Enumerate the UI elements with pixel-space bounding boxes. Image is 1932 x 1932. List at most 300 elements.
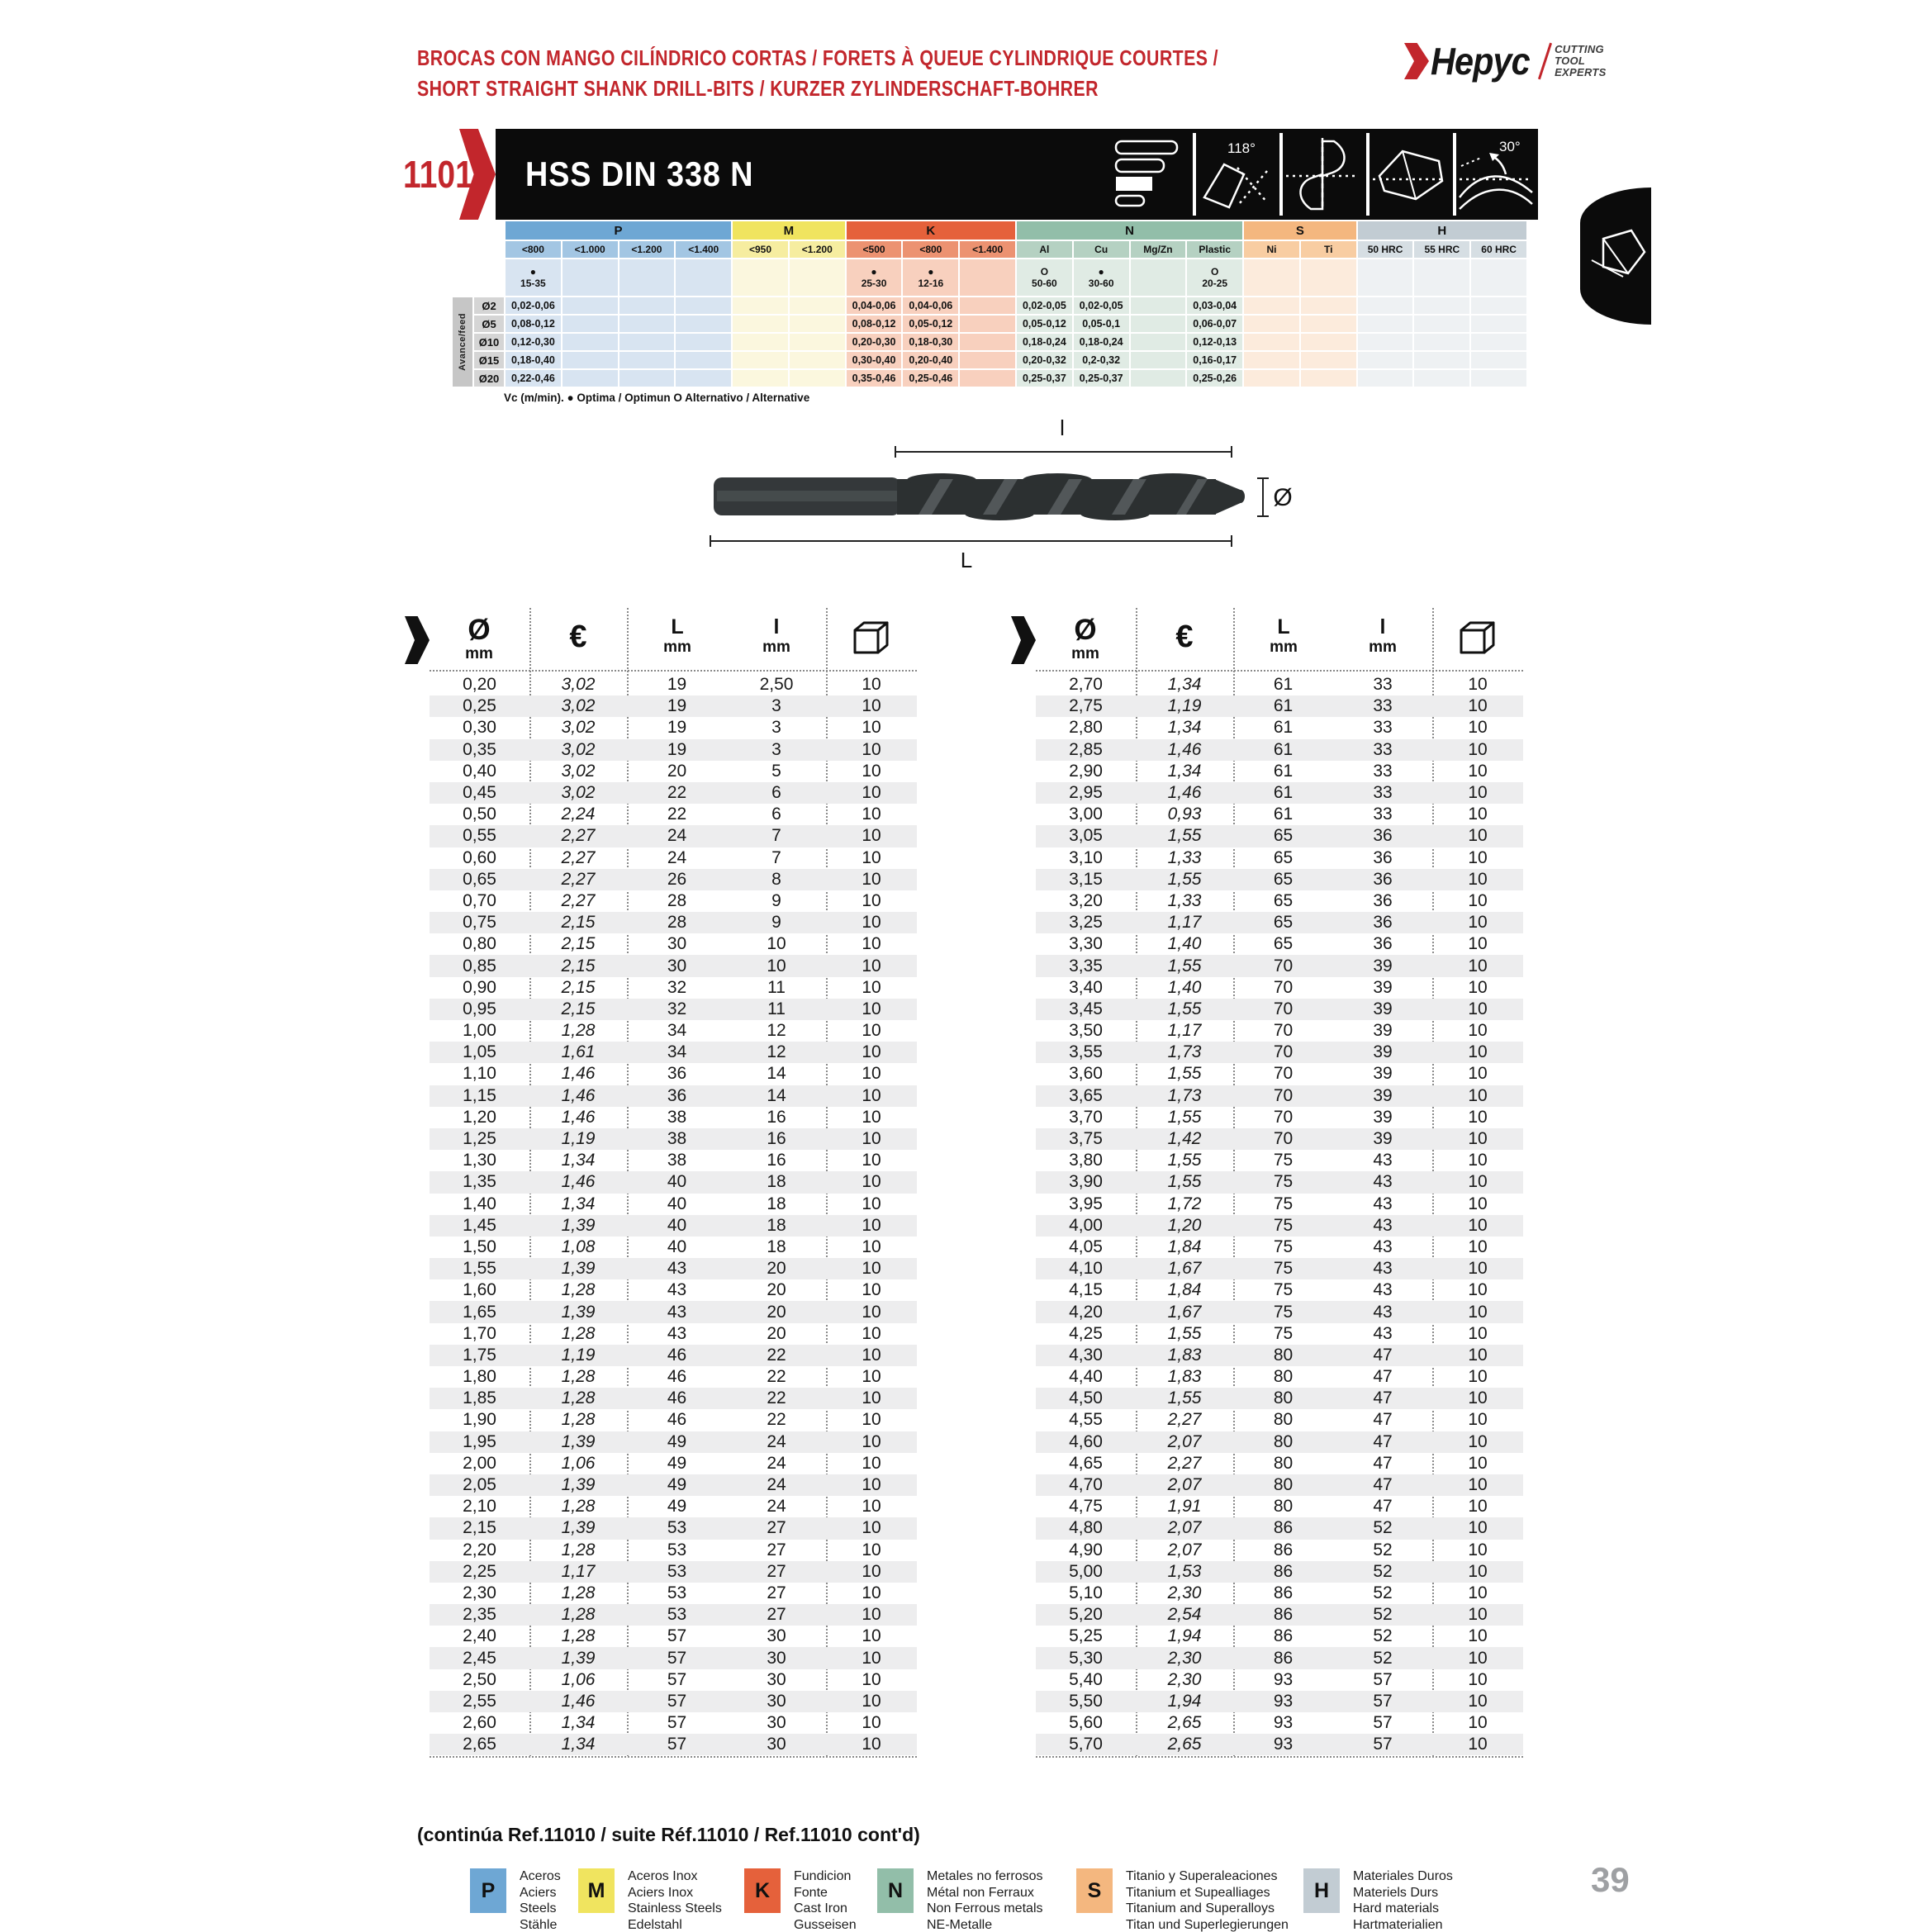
package-qty: 10 [1468,739,1488,759]
vc-value: 25-30 [861,278,887,289]
flute-length-value: 27 [767,1583,786,1602]
length-value: 93 [1273,1735,1294,1754]
feed-cell: 0,08-0,12 [847,316,902,332]
length-value: 80 [1273,1497,1294,1517]
legend-line: Metales no ferrosos [927,1869,1043,1883]
price-row [1036,1561,1523,1583]
package-qty: 10 [862,1085,881,1105]
vc-marker: O [1040,266,1049,278]
length-value: 93 [1273,1713,1294,1733]
price-header [1139,610,1230,664]
package-qty: 10 [862,977,881,997]
vc-value: 20-25 [1202,278,1228,289]
vc-value: 12-16 [918,278,944,289]
legend-line: Gusseisen [794,1917,857,1932]
material-subcolumn: <1.000 [563,241,618,258]
price-value: 1,46 [1167,739,1202,759]
diameter-value: 3,95 [1069,1194,1103,1213]
price-row [1036,1258,1523,1279]
flute-length-value: 18 [767,1237,786,1256]
length-value: 30 [667,934,687,954]
package-qty: 10 [1468,934,1488,954]
length-value: 80 [1273,1475,1294,1495]
legend-line: Hard materials [1353,1901,1440,1915]
price-row [430,1128,917,1150]
package-qty: 10 [1468,1518,1488,1538]
flute-length-value: 14 [767,1064,786,1084]
tagline-word: CUTTING [1555,43,1604,55]
package-qty: 10 [862,1280,881,1300]
length-value: 70 [1273,999,1294,1018]
feed-cell: 0,05-0,12 [903,316,958,332]
price-row [430,1431,917,1453]
flute-length-value: 57 [1373,1713,1393,1733]
length-value: 57 [667,1669,687,1689]
length-value: 57 [667,1691,687,1711]
diameter-value: 5,20 [1069,1605,1103,1625]
package-qty: 10 [862,847,881,867]
price-value: 1,39 [561,1259,596,1279]
length-value: 32 [667,999,687,1018]
legend-line: Fonte [794,1885,828,1900]
material-group-H: H [1358,221,1526,240]
flute-length-value: 8 [771,869,781,889]
price-row [1036,1366,1523,1388]
diameter-value: 3,65 [1069,1085,1103,1105]
flute-length-value: 24 [767,1431,786,1451]
feed-cell [676,297,731,314]
drill-photo [702,409,1297,574]
vc-cell [1301,259,1356,296]
package-qty: 10 [862,1713,881,1733]
diameter-value: 3,20 [1069,890,1103,910]
package-qty: 10 [862,805,881,824]
vc-cell [1471,259,1526,296]
flute-length-value: 7 [771,847,781,867]
legend-text [927,1868,1043,1932]
flute-length-value: 47 [1373,1345,1393,1365]
flute-length-value: 36 [1373,826,1393,846]
feed-cell: 0,18-0,24 [1074,334,1129,350]
length-value: 57 [667,1648,687,1668]
diameter-header-symbol: Ø [468,614,491,646]
flute-length-label: l [1060,415,1065,440]
price-row [1036,890,1523,912]
flute-length-value: 57 [1373,1735,1393,1754]
price-value: 1,39 [561,1518,596,1538]
diameter-value: 4,60 [1069,1431,1103,1451]
length-value: 53 [667,1583,687,1602]
price-row [1036,977,1523,999]
length-value: 22 [667,783,687,803]
package-qty: 10 [1468,1172,1488,1192]
feed-cell [1301,297,1356,314]
price-row [430,1366,917,1388]
technical-icons [1109,133,1536,216]
price-row [430,1583,917,1604]
feed-cell [960,352,1015,368]
diameter-value: 2,75 [1069,696,1103,716]
diameter-value: 3,70 [1069,1107,1103,1127]
feed-cell: 0,16-0,17 [1187,352,1242,368]
package-qty: 10 [1468,1064,1488,1084]
price-value: 1,33 [1167,890,1202,910]
price-row [1036,999,1523,1020]
diameter-label: Ø [1273,484,1293,511]
feed-cell [1471,370,1526,387]
diameter-value: 0,50 [463,805,496,824]
feed-cell [733,334,788,350]
package-qty: 10 [1468,1085,1488,1105]
price-row [1036,804,1523,825]
legend-item-N [877,1868,1043,1932]
package-qty: 10 [862,739,881,759]
feed-cell [563,370,618,387]
price-row [430,1517,917,1539]
package-qty: 10 [862,1561,881,1581]
diameter-value: 3,30 [1069,934,1103,954]
legend-line: Stainless Steels [628,1901,722,1915]
vc-cell [1074,259,1129,296]
price-row [1036,1107,1523,1128]
flute-length-value: 43 [1373,1172,1393,1192]
package-qty: 10 [1468,1107,1488,1127]
diameter-value: 4,80 [1069,1518,1103,1538]
price-value: 2,15 [561,977,596,997]
legend-swatch-M: M [578,1868,615,1913]
flute-length-header [731,615,822,656]
package-qty: 10 [1468,869,1488,889]
vc-cell [1187,259,1242,296]
price-row [1036,1496,1523,1517]
flute-length-header-symbol: l [773,615,780,638]
flute-length-value: 57 [1373,1691,1393,1711]
feed-cell [1244,316,1299,332]
price-row [430,739,917,761]
price-value: 1,34 [561,1194,596,1213]
helix-angle-label: 30° [1499,139,1521,154]
price-value: 1,72 [1167,1194,1202,1213]
legend-line: Steels [520,1901,557,1915]
feed-cell [1301,334,1356,350]
diameter-value: 1,65 [463,1302,496,1322]
feed-cell [1244,334,1299,350]
package-qty: 10 [862,1540,881,1559]
diameter-value: 0,90 [463,977,496,997]
feed-cell: 0,04-0,06 [847,297,902,314]
feed-cell: 0,02-0,05 [1074,297,1129,314]
legend-swatch-H: H [1303,1868,1340,1913]
price-row [1036,1237,1523,1258]
package-qty: 10 [862,718,881,738]
price-row [430,1409,917,1431]
length-value: 46 [667,1367,687,1387]
diameter-value: 5,10 [1069,1583,1103,1602]
package-qty: 10 [1468,1626,1488,1646]
feed-cell [1244,352,1299,368]
length-value: 46 [667,1410,687,1430]
flute-length-value: 52 [1373,1648,1393,1668]
price-value: 1,39 [561,1215,596,1235]
length-value: 61 [1273,761,1294,781]
diameter-value: 0,80 [463,934,496,954]
flute-length-value: 33 [1373,783,1393,803]
diameter-value: 0,55 [463,826,496,846]
material-subcolumn: Ti [1301,241,1356,258]
package-qty: 10 [862,1475,881,1495]
price-row [430,1712,917,1734]
vc-value: 30-60 [1088,278,1114,289]
price-value: 3,02 [561,739,596,759]
feed-cell [1358,352,1413,368]
diameter-value: 4,65 [1069,1453,1103,1473]
price-row [430,1604,917,1626]
package-qty: 10 [862,956,881,975]
vc-cell [733,259,788,296]
price-row [430,933,917,955]
length-value: 70 [1273,956,1294,975]
diameter-value: 4,90 [1069,1540,1103,1559]
diameter-value: 1,60 [463,1280,496,1300]
flute-length-value: 9 [771,890,781,910]
price-value: 2,30 [1167,1648,1202,1668]
length-value: 80 [1273,1453,1294,1473]
length-header [632,615,723,656]
point-angle-118-icon [1193,133,1275,216]
length-value: 28 [667,890,687,910]
flute-length-value: 33 [1373,718,1393,738]
package-qty: 10 [862,1215,881,1235]
legend-swatch-P: P [470,1868,506,1913]
length-value: 40 [667,1237,687,1256]
flute-length-value: 12 [767,1021,786,1041]
legend-line: Titanio y Superaleaciones [1126,1869,1278,1883]
legend-line: NE-Metalle [927,1917,993,1932]
price-value: 1,33 [1167,847,1202,867]
price-value: 1,83 [1167,1367,1202,1387]
flute-length-value: 20 [767,1259,786,1279]
price-value: 1,34 [561,1735,596,1754]
flute-length-value: 18 [767,1215,786,1235]
vc-marker: ● [529,266,536,278]
price-value: 1,46 [561,1691,596,1711]
price-row [1036,1669,1523,1691]
price-row [430,1020,917,1042]
feed-cell [790,352,845,368]
diameter-value: 2,85 [1069,739,1103,759]
legend-text [520,1868,561,1932]
flute-length-value: 30 [767,1626,786,1646]
diameter-value: 0,30 [463,718,496,738]
price-row [1036,847,1523,869]
length-value: 75 [1273,1302,1294,1322]
vc-cell [1414,259,1469,296]
legend-line: Materiels Durs [1353,1885,1439,1900]
box-icon [1458,619,1498,656]
price-row [1036,717,1523,738]
legend-text [628,1868,722,1932]
price-row [1036,1388,1523,1409]
price-row [1036,933,1523,955]
material-subcolumn: Plastic [1187,241,1242,258]
length-value: 22 [667,805,687,824]
flute-length-value: 43 [1373,1151,1393,1170]
price-value: 1,28 [561,1323,596,1343]
diameter-value: 0,70 [463,890,496,910]
feed-cell: 0,02-0,05 [1017,297,1072,314]
length-value: 49 [667,1453,687,1473]
legend-line: Titan und Superlegierungen [1126,1917,1289,1932]
length-value: 70 [1273,1107,1294,1127]
price-value: 2,15 [561,913,596,933]
price-value: 1,17 [1167,1021,1202,1041]
price-row [430,955,917,976]
length-value: 80 [1273,1431,1294,1451]
flute-length-value: 16 [767,1107,786,1127]
length-value: 61 [1273,675,1294,695]
price-row [430,1107,917,1128]
length-value: 43 [667,1280,687,1300]
price-value: 2,27 [561,890,596,910]
diameter-value: 4,25 [1069,1323,1103,1343]
legend-text [794,1868,857,1932]
diameter-value: 2,55 [463,1691,496,1711]
flute-length-value: 47 [1373,1475,1393,1495]
diameter-value: 0,95 [463,999,496,1018]
feed-cell [960,370,1015,387]
package-qty: 10 [862,1194,881,1213]
logo-slash-icon [1538,43,1552,80]
diameter-value: 4,10 [1069,1259,1103,1279]
package-header [826,619,917,660]
flute-length-value: 18 [767,1172,786,1192]
feed-cell [790,334,845,350]
price-row [430,912,917,933]
package-qty: 10 [1468,1345,1488,1365]
diameter-value: 1,45 [463,1215,496,1235]
package-qty: 10 [862,1302,881,1322]
flute-length-value: 22 [767,1410,786,1430]
package-qty: 10 [862,1691,881,1711]
diameter-value: 2,95 [1069,783,1103,803]
feed-cell: 0,20-0,30 [847,334,902,350]
package-qty: 10 [862,1497,881,1517]
package-qty: 10 [1468,1021,1488,1041]
package-qty: 10 [1468,977,1488,997]
package-qty: 10 [1468,1194,1488,1213]
legend-line: Cast Iron [794,1901,847,1915]
price-value: 1,73 [1167,1042,1202,1062]
flute-length-header [1337,615,1428,656]
material-subcolumn: <500 [847,241,902,258]
feed-cell [1301,352,1356,368]
package-qty: 10 [1468,696,1488,716]
price-value: 1,46 [1167,783,1202,803]
flute-length-value: 2,50 [759,675,794,695]
vc-cell [847,259,902,296]
cutting-data-table [506,221,1526,387]
feed-cell [676,352,731,368]
flute-length-value: 10 [767,956,786,975]
package-qty: 10 [862,1345,881,1365]
length-value: 70 [1273,977,1294,997]
price-value: 3,02 [561,718,596,738]
flute-length-value: 27 [767,1518,786,1538]
price-row [1036,1517,1523,1539]
length-value: 75 [1273,1151,1294,1170]
flute-length-value: 11 [767,977,786,997]
diameter-value: 1,20 [463,1107,496,1127]
flute-length-value: 43 [1373,1237,1393,1256]
length-value: 32 [667,977,687,997]
flute-length-value: 18 [767,1194,786,1213]
package-qty: 10 [1468,675,1488,695]
flute-length-value: 10 [767,934,786,954]
logo-chevron-icon [1404,43,1429,79]
feed-cell [1131,334,1186,350]
flute-length-value: 20 [767,1280,786,1300]
diameter-value: 2,70 [1069,675,1103,695]
price-value: 3,02 [561,761,596,781]
length-value: 75 [1273,1323,1294,1343]
feed-cell [563,316,618,332]
price-value: 2,65 [1167,1713,1202,1733]
price-value: 2,54 [1167,1605,1202,1625]
material-subcolumn: <1.200 [619,241,675,258]
package-qty: 10 [862,913,881,933]
flute-length-value: 22 [767,1345,786,1365]
diameter-value: 0,20 [463,675,496,695]
length-value: 24 [667,826,687,846]
feed-cell [1301,370,1356,387]
package-qty: 10 [1468,1237,1488,1256]
flute-length-value: 11 [767,999,786,1018]
package-qty: 10 [1468,1151,1488,1170]
price-row [430,1063,917,1085]
diameter-header-symbol: Ø [1074,614,1097,646]
package-qty: 10 [1468,999,1488,1018]
material-subcolumn: 60 HRC [1471,241,1526,258]
price-row [1036,674,1523,695]
flute-length-value: 52 [1373,1540,1393,1559]
feed-cell [1301,316,1356,332]
length-value: 86 [1273,1518,1294,1538]
price-header-symbol: € [1175,619,1194,654]
diameter-value: 2,15 [463,1518,496,1538]
length-value: 86 [1273,1561,1294,1581]
price-value: 1,55 [1167,1172,1202,1192]
material-subcolumn: Ni [1244,241,1299,258]
feed-cell [1414,334,1469,350]
length-value: 65 [1273,869,1294,889]
diameter-value: 1,90 [463,1410,496,1430]
price-value: 2,27 [1167,1453,1202,1473]
package-qty: 10 [1468,1735,1488,1754]
diameter-value: 4,30 [1069,1345,1103,1365]
feed-cell [619,334,675,350]
diameter-value: 2,50 [463,1669,496,1689]
flute-length-value: 36 [1373,913,1393,933]
material-subcolumn: Cu [1074,241,1129,258]
legend-swatch-N: N [877,1868,914,1913]
flute-length-value: 30 [767,1713,786,1733]
price-row [430,1691,917,1712]
price-row [1036,869,1523,890]
diameter-value: 1,50 [463,1237,496,1256]
brand-name: Hepyc [1431,40,1530,83]
diameter-value: 0,65 [463,869,496,889]
price-row [430,1258,917,1279]
